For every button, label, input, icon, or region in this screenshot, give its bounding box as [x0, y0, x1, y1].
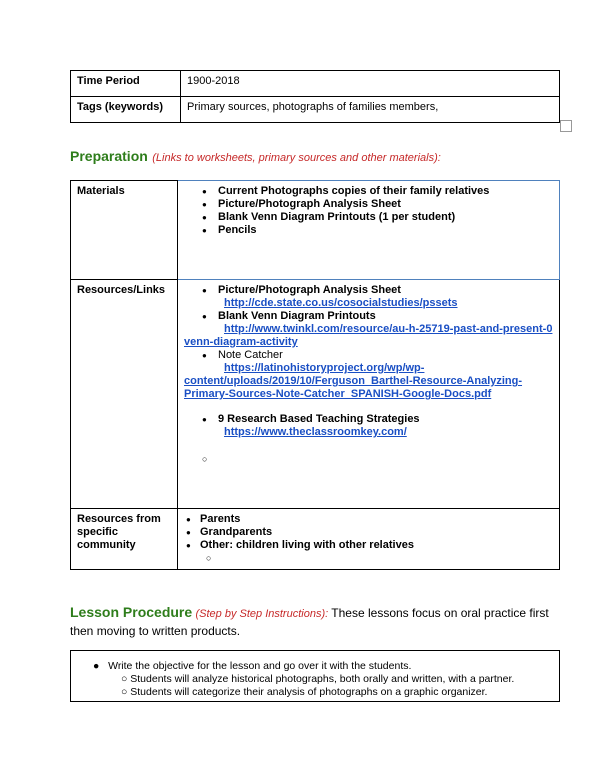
checkbox-icon[interactable]: [560, 120, 572, 132]
resource-link[interactable]: https://latinohistoryproject.org/wp/wp-: [224, 362, 425, 374]
procedure-note: (Step by Step Instructions):: [195, 608, 329, 620]
resource-title: Picture/Photograph Analysis Sheet: [218, 284, 401, 296]
resource-link[interactable]: Primary-Sources-Note-Catcher_SPANISH-Google-Docs.pdf: [184, 388, 492, 400]
resource-title: Note Catcher: [218, 349, 283, 361]
resources-label: Resources/Links: [71, 280, 178, 509]
preparation-heading-row: [70, 148, 441, 166]
materials-label: Materials: [71, 181, 178, 280]
resources-list: [184, 310, 553, 323]
table-row: [71, 97, 560, 123]
tags-value: Primary sources, photographs of families members,: [181, 97, 560, 123]
list-item: ● Parents: [184, 513, 553, 526]
preparation-heading: Preparation: [70, 148, 148, 164]
table-row: [71, 181, 560, 280]
table-row: [71, 509, 560, 570]
list-item: [184, 349, 553, 362]
list-item: [184, 310, 553, 323]
resource-title: Blank Venn Diagram Printouts: [218, 310, 376, 322]
procedure-sub-1: ○ Students will analyze historical photographs, both orally and written, with a partner.: [121, 673, 515, 685]
list-item: ● Pencils: [184, 224, 553, 237]
procedure-text: These lessons focus on oral practice first then moving to written products.: [70, 606, 549, 638]
resources-cell: [178, 280, 560, 509]
resource-link[interactable]: venn-diagram-activity: [184, 336, 298, 348]
community-label: Resources from specific community: [71, 509, 178, 570]
community-cell: [178, 509, 560, 570]
resources-list: [184, 284, 553, 297]
preparation-table: [70, 180, 560, 570]
procedure-sub-2: ○ Students will categorize their analysis of photographs on a graphic organizer.: [121, 686, 488, 698]
resources-list: [184, 413, 553, 426]
list-item: [184, 284, 553, 297]
list-item: ● Blank Venn Diagram Printouts (1 per student): [184, 211, 553, 224]
tags-label: Tags (keywords): [71, 97, 181, 123]
resource-link[interactable]: content/uploads/2019/10/Ferguson_Barthel-Resource-Analyzing-: [184, 375, 523, 387]
procedure-bullet: Write the objective for the lesson and go over it with the students.: [108, 660, 412, 672]
procedure-heading: Lesson Procedure: [70, 604, 193, 620]
list-item: ● Other: children living with other relatives: [184, 539, 553, 552]
time-period-label: Time Period: [71, 71, 181, 97]
empty-subbullet: ○: [202, 454, 208, 464]
empty-subbullet: ○: [206, 553, 212, 563]
materials-cell: [178, 181, 560, 280]
resource-link[interactable]: http://www.twinkl.com/resource/au-h-25719-past-and-present-0: [224, 323, 553, 335]
community-list: [184, 513, 553, 552]
resources-list: [184, 349, 553, 362]
lesson-info-table: [70, 70, 560, 123]
resource-link[interactable]: https://www.theclassroomkey.com/: [224, 426, 407, 438]
list-item: ● Grandparents: [184, 526, 553, 539]
materials-list: [184, 185, 553, 237]
preparation-note: (Links to worksheets, primary sources and other materials):: [152, 152, 441, 164]
procedure-box: [70, 650, 560, 702]
table-row: [71, 280, 560, 509]
resource-link[interactable]: http://cde.state.co.us/cosocialstudies/pssets: [224, 297, 458, 309]
table-row: [71, 71, 560, 97]
procedure-bullet-row: [93, 660, 411, 673]
bullet-icon: ●: [93, 660, 109, 672]
list-item: ● Picture/Photograph Analysis Sheet: [184, 198, 553, 211]
time-period-value: 1900-2018: [181, 71, 560, 97]
list-item: [184, 413, 553, 426]
procedure-intro: [70, 604, 550, 640]
list-item: ● Current Photographs copies of their family relatives: [184, 185, 553, 198]
resource-title: 9 Research Based Teaching Strategies: [218, 413, 420, 425]
